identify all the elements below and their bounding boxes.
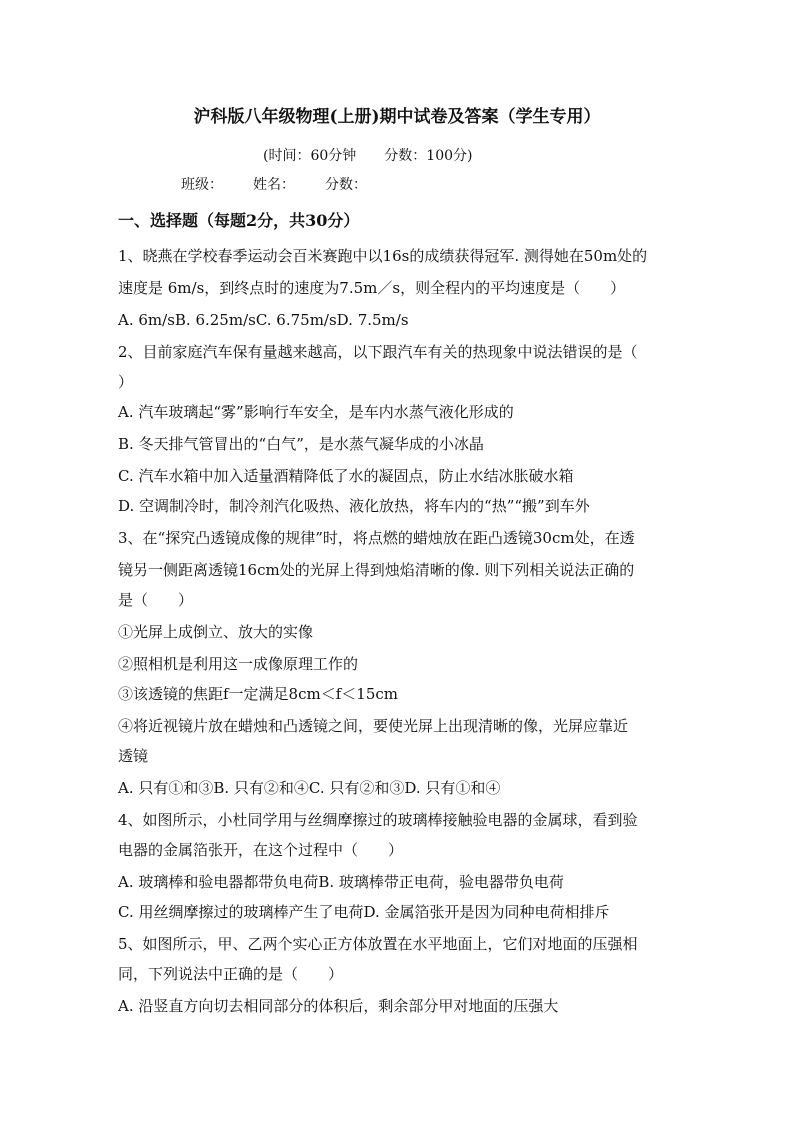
document-title: 沪科版八年级物理(上册)期中试卷及答案（学生专用） — [193, 107, 601, 127]
question-4-line-2: 电器的金属箔张开，在这个过程中（ ） — [118, 841, 404, 859]
question-5-line-2: 同，下列说法中正确的是（ ） — [118, 965, 344, 983]
question-2-line-1: 2、目前家庭汽车保有量越来越高，以下跟汽车有关的热现象中说法错误的是（ — [118, 343, 638, 361]
question-1-options: A. 6m/sB. 6.25m/sC. 6.75m/sD. 7.5m/s — [118, 311, 409, 329]
question-3-statement-4: ④将近视镜片放在蜡烛和凸透镜之间，要使光屏上出现清晰的像，光屏应靠近 — [118, 717, 629, 735]
question-4-line-1: 4、如图所示，小杜同学用与丝绸摩擦过的玻璃棒接触验电器的金属球，看到验 — [118, 811, 638, 829]
question-3-statement-4-cont: 透镜 — [118, 747, 149, 765]
name-label: 姓名： — [253, 177, 295, 193]
section-heading: 一、选择题（每题2分，共30分） — [118, 211, 360, 230]
question-1-line-1: 1、晓燕在学校春季运动会百米赛跑中以16s的成绩获得冠军. 测得她在50m处的 — [118, 247, 648, 265]
question-4-options-ab: A. 玻璃棒和验电器都带负电荷B. 玻璃棒带正电荷，验电器带负电荷 — [118, 873, 564, 891]
question-3-line-3: 是（ ） — [118, 591, 194, 609]
exam-meta — [263, 146, 472, 166]
question-5-line-1: 5、如图所示，甲、乙两个实心正方体放置在水平地面上，它们对地面的压强相 — [118, 935, 638, 953]
question-2-line-2: ） — [118, 373, 134, 391]
question-3-statement-2: ②照相机是利用这一成像原理工作的 — [118, 655, 359, 673]
question-4-options-cd: C. 用丝绸摩擦过的玻璃棒产生了电荷D. 金属箔张开是因为同种电荷相排斥 — [118, 903, 610, 921]
score-label: 分数： — [325, 177, 367, 193]
question-3-line-1: 3、在“探究凸透镜成像的规律”时，将点燃的蜡烛放在距凸透镜30cm处，在透 — [118, 529, 635, 547]
question-2-option-b: B. 冬天排气管冒出的“白气”，是水蒸气凝华成的小冰晶 — [118, 435, 484, 453]
question-5-option-a: A. 沿竖直方向切去相同部分的体积后，剩余部分甲对地面的压强大 — [118, 997, 559, 1015]
question-2-option-a: A. 汽车玻璃起“雾”影响行车安全，是车内水蒸气液化形成的 — [118, 403, 514, 421]
question-3-line-2: 镜另一侧距离透镜16cm处的光屏上得到烛焰清晰的像. 则下列相关说法正确的 — [118, 561, 635, 579]
question-3-options: A. 只有①和③B. 只有②和④C. 只有②和③D. 只有①和④ — [118, 779, 501, 797]
question-3-statement-3: ③该透镜的焦距f一定满足8cm＜f＜15cm — [118, 685, 398, 703]
time-info: (时间：60分钟 — [263, 148, 357, 164]
score-info: 分数：100分) — [384, 148, 473, 164]
question-3-statement-1: ①光屏上成倒立、放大的实像 — [118, 623, 314, 641]
question-2-option-d: D. 空调制冷时，制冷剂汽化吸热、液化放热，将车内的“热”“搬”到车外 — [118, 497, 590, 515]
question-2-option-c: C. 汽车水箱中加入适量酒精降低了水的凝固点，防止水结冰胀破水箱 — [118, 467, 574, 485]
question-1-line-2: 速度是 6m/s，到终点时的速度为7.5m／s，则全程内的平均速度是（ ） — [118, 279, 626, 297]
student-info-line — [181, 175, 397, 195]
class-label: 班级： — [181, 177, 223, 193]
